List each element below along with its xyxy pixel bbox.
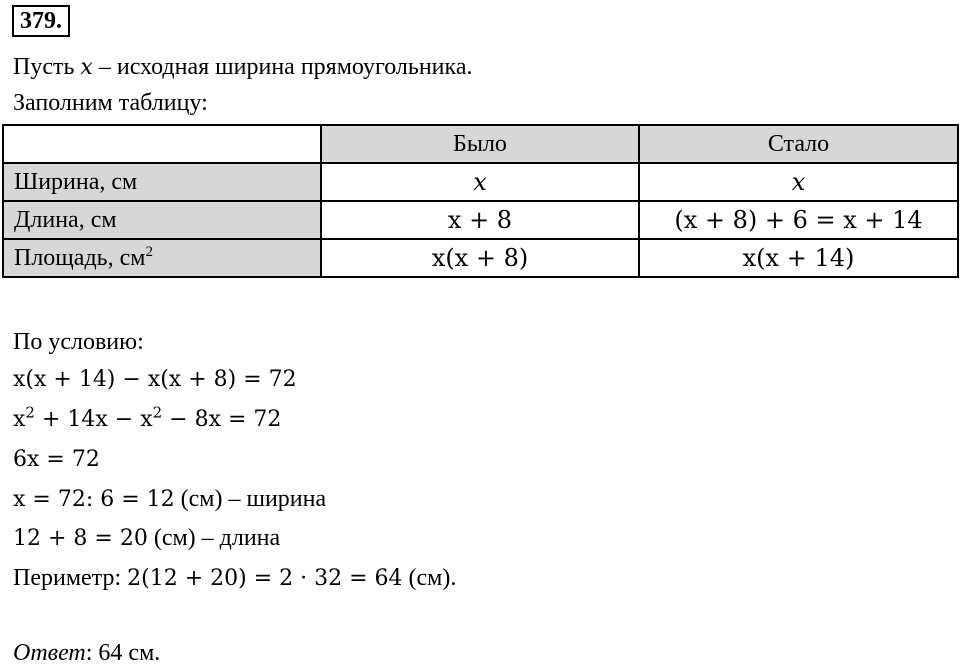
row-label-length: Длина, см [3,201,321,239]
table-header-row [3,125,958,163]
perimeter-line: Периметр: 2(12 + 20) = 2 · 32 = 64 (см). [13,565,457,591]
intro-line-2: Заполним таблицу: [13,90,208,116]
equation-1: x(x + 14) − x(x + 8) = 72 [13,367,297,392]
equation-5: 12 + 8 = 20 (см) – длина [13,525,281,551]
data-table [2,124,959,278]
table-row [3,163,958,201]
width-after: x [639,163,958,201]
table-row [3,239,958,277]
answer-line: Ответ: 64 см. [13,640,161,666]
equation-4: x = 72: 6 = 12 (см) – ширина [13,486,327,512]
problem-number: 379. [12,5,70,37]
table-corner-cell [3,125,321,163]
area-after: x(x + 14) [639,239,958,277]
row-label-width: Ширина, см [3,163,321,201]
intro-line-1: Пусть x – исходная ширина прямоугольника. [13,54,473,80]
equation-3: 6x = 72 [13,447,100,472]
width-before: x [321,163,639,201]
length-before: x + 8 [321,201,639,239]
header-before: Было [321,125,639,163]
answer-label: Ответ [13,640,86,666]
header-after: Стало [639,125,958,163]
table-row [3,201,958,239]
equation-2: $x^2 + 14x - x^2 - 8x = 72$ [13,403,282,432]
row-label-area: Площадь, $см^2$ [3,239,321,277]
length-after: (x + 8) + 6 = x + 14 [639,201,958,239]
area-before: x(x + 8) [321,239,639,277]
condition-label: По условию: [13,329,144,355]
